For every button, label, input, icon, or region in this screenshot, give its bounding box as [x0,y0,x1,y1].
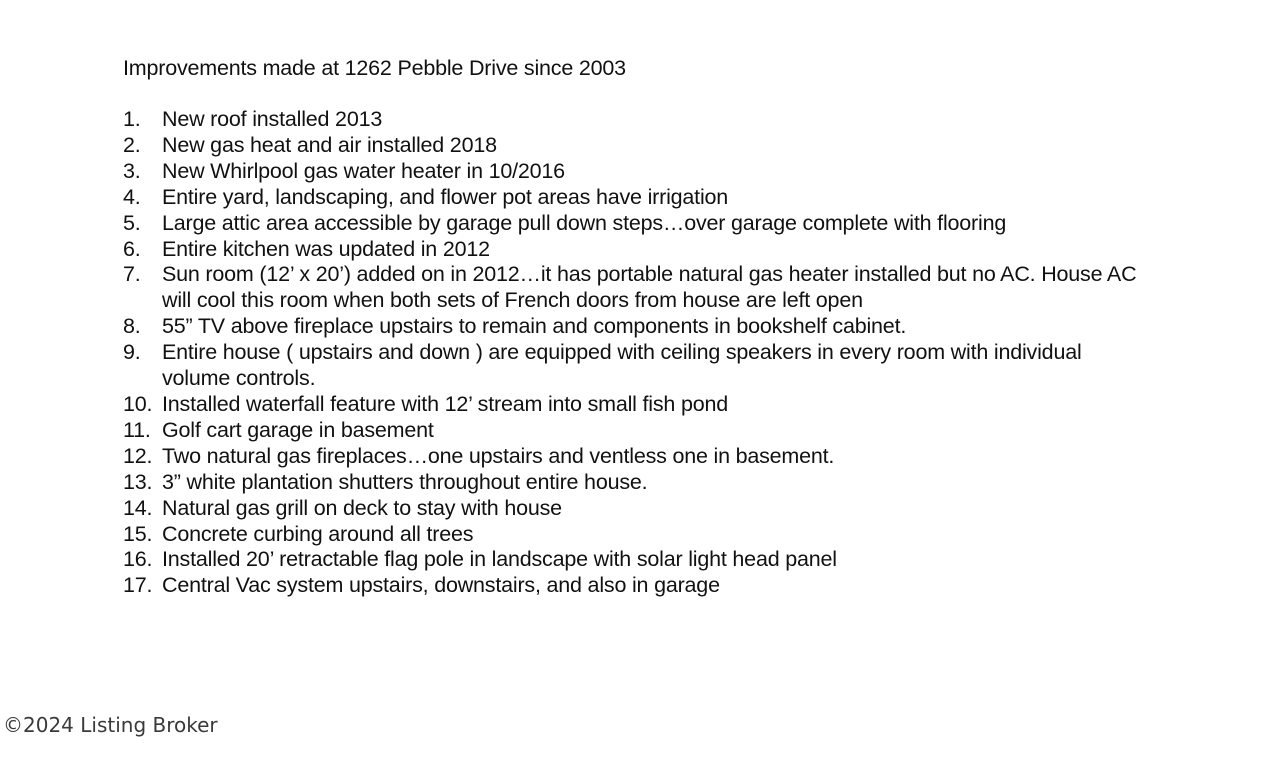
list-item [123,211,1153,237]
list-item [123,159,1153,185]
item-text: Central Vac system upstairs, downstairs, and also in garage [162,573,720,598]
item-number: 11. [123,417,151,442]
list-item [123,444,1153,470]
item-text: Large attic area accessible by garage pull down steps…over garage complete with flooring [162,210,1007,235]
item-number: 13. [123,469,153,494]
item-text: 55” TV above fireplace upstairs to remain and components in bookshelf cabinet. [162,314,907,339]
item-text: Entire yard, landscaping, and flower pot areas have irrigation [162,184,729,209]
item-text: Installed waterfall feature with 12’ stream into small fish pond [162,391,728,416]
list-item [123,547,1153,573]
item-number: 6. [123,236,141,261]
item-number: 16. [123,547,153,572]
item-number: 14. [123,495,153,520]
list-item [123,522,1153,548]
item-number: 12. [123,443,153,468]
item-number: 3. [123,158,141,183]
item-number: 17. [123,573,153,598]
list-item [123,573,1153,599]
list-item [123,340,1153,392]
item-text: Two natural gas fireplaces…one upstairs and ventless one in basement. [162,443,835,468]
improvements-list [123,107,1153,599]
item-number: 15. [123,521,153,546]
item-number: 2. [123,132,141,157]
item-number: 4. [123,184,141,209]
list-item [123,392,1153,418]
item-text: Natural gas grill on deck to stay with house [162,495,562,520]
list-item [123,496,1153,522]
item-number: 5. [123,210,141,235]
list-item [123,133,1153,159]
item-text: Sun room (12’ x 20’) added on in 2012…it has portable natural gas heater installed but no AC. House AC will cool this room when both sets of French doors from house are left open [162,262,1137,313]
document-title: Improvements made at 1262 Pebble Drive since 2003 [123,56,626,80]
list-item [123,314,1153,340]
list-item [123,262,1153,314]
item-text: New Whirlpool gas water heater in 10/2016 [162,158,565,183]
item-number: 7. [123,262,141,287]
list-item [123,418,1153,444]
item-text: New roof installed 2013 [162,107,383,131]
item-number: 9. [123,340,141,365]
list-item [123,470,1153,496]
item-number: 1. [123,107,141,131]
item-text: Concrete curbing around all trees [162,521,474,546]
item-text: New gas heat and air installed 2018 [162,132,497,157]
copyright-watermark: ©2024 Listing Broker [3,713,218,737]
list-item [123,237,1153,263]
item-text: Golf cart garage in basement [162,417,434,442]
item-text: 3” white plantation shutters throughout entire house. [162,469,648,494]
list-item [123,107,1153,133]
item-number: 8. [123,314,141,339]
item-text: Entire house ( upstairs and down ) are equipped with ceiling speakers in every room with individual volume controls. [162,340,1082,391]
item-text: Installed 20’ retractable flag pole in landscape with solar light head panel [162,547,837,572]
list-item [123,185,1153,211]
item-text: Entire kitchen was updated in 2012 [162,236,490,261]
item-number: 10. [123,391,153,416]
